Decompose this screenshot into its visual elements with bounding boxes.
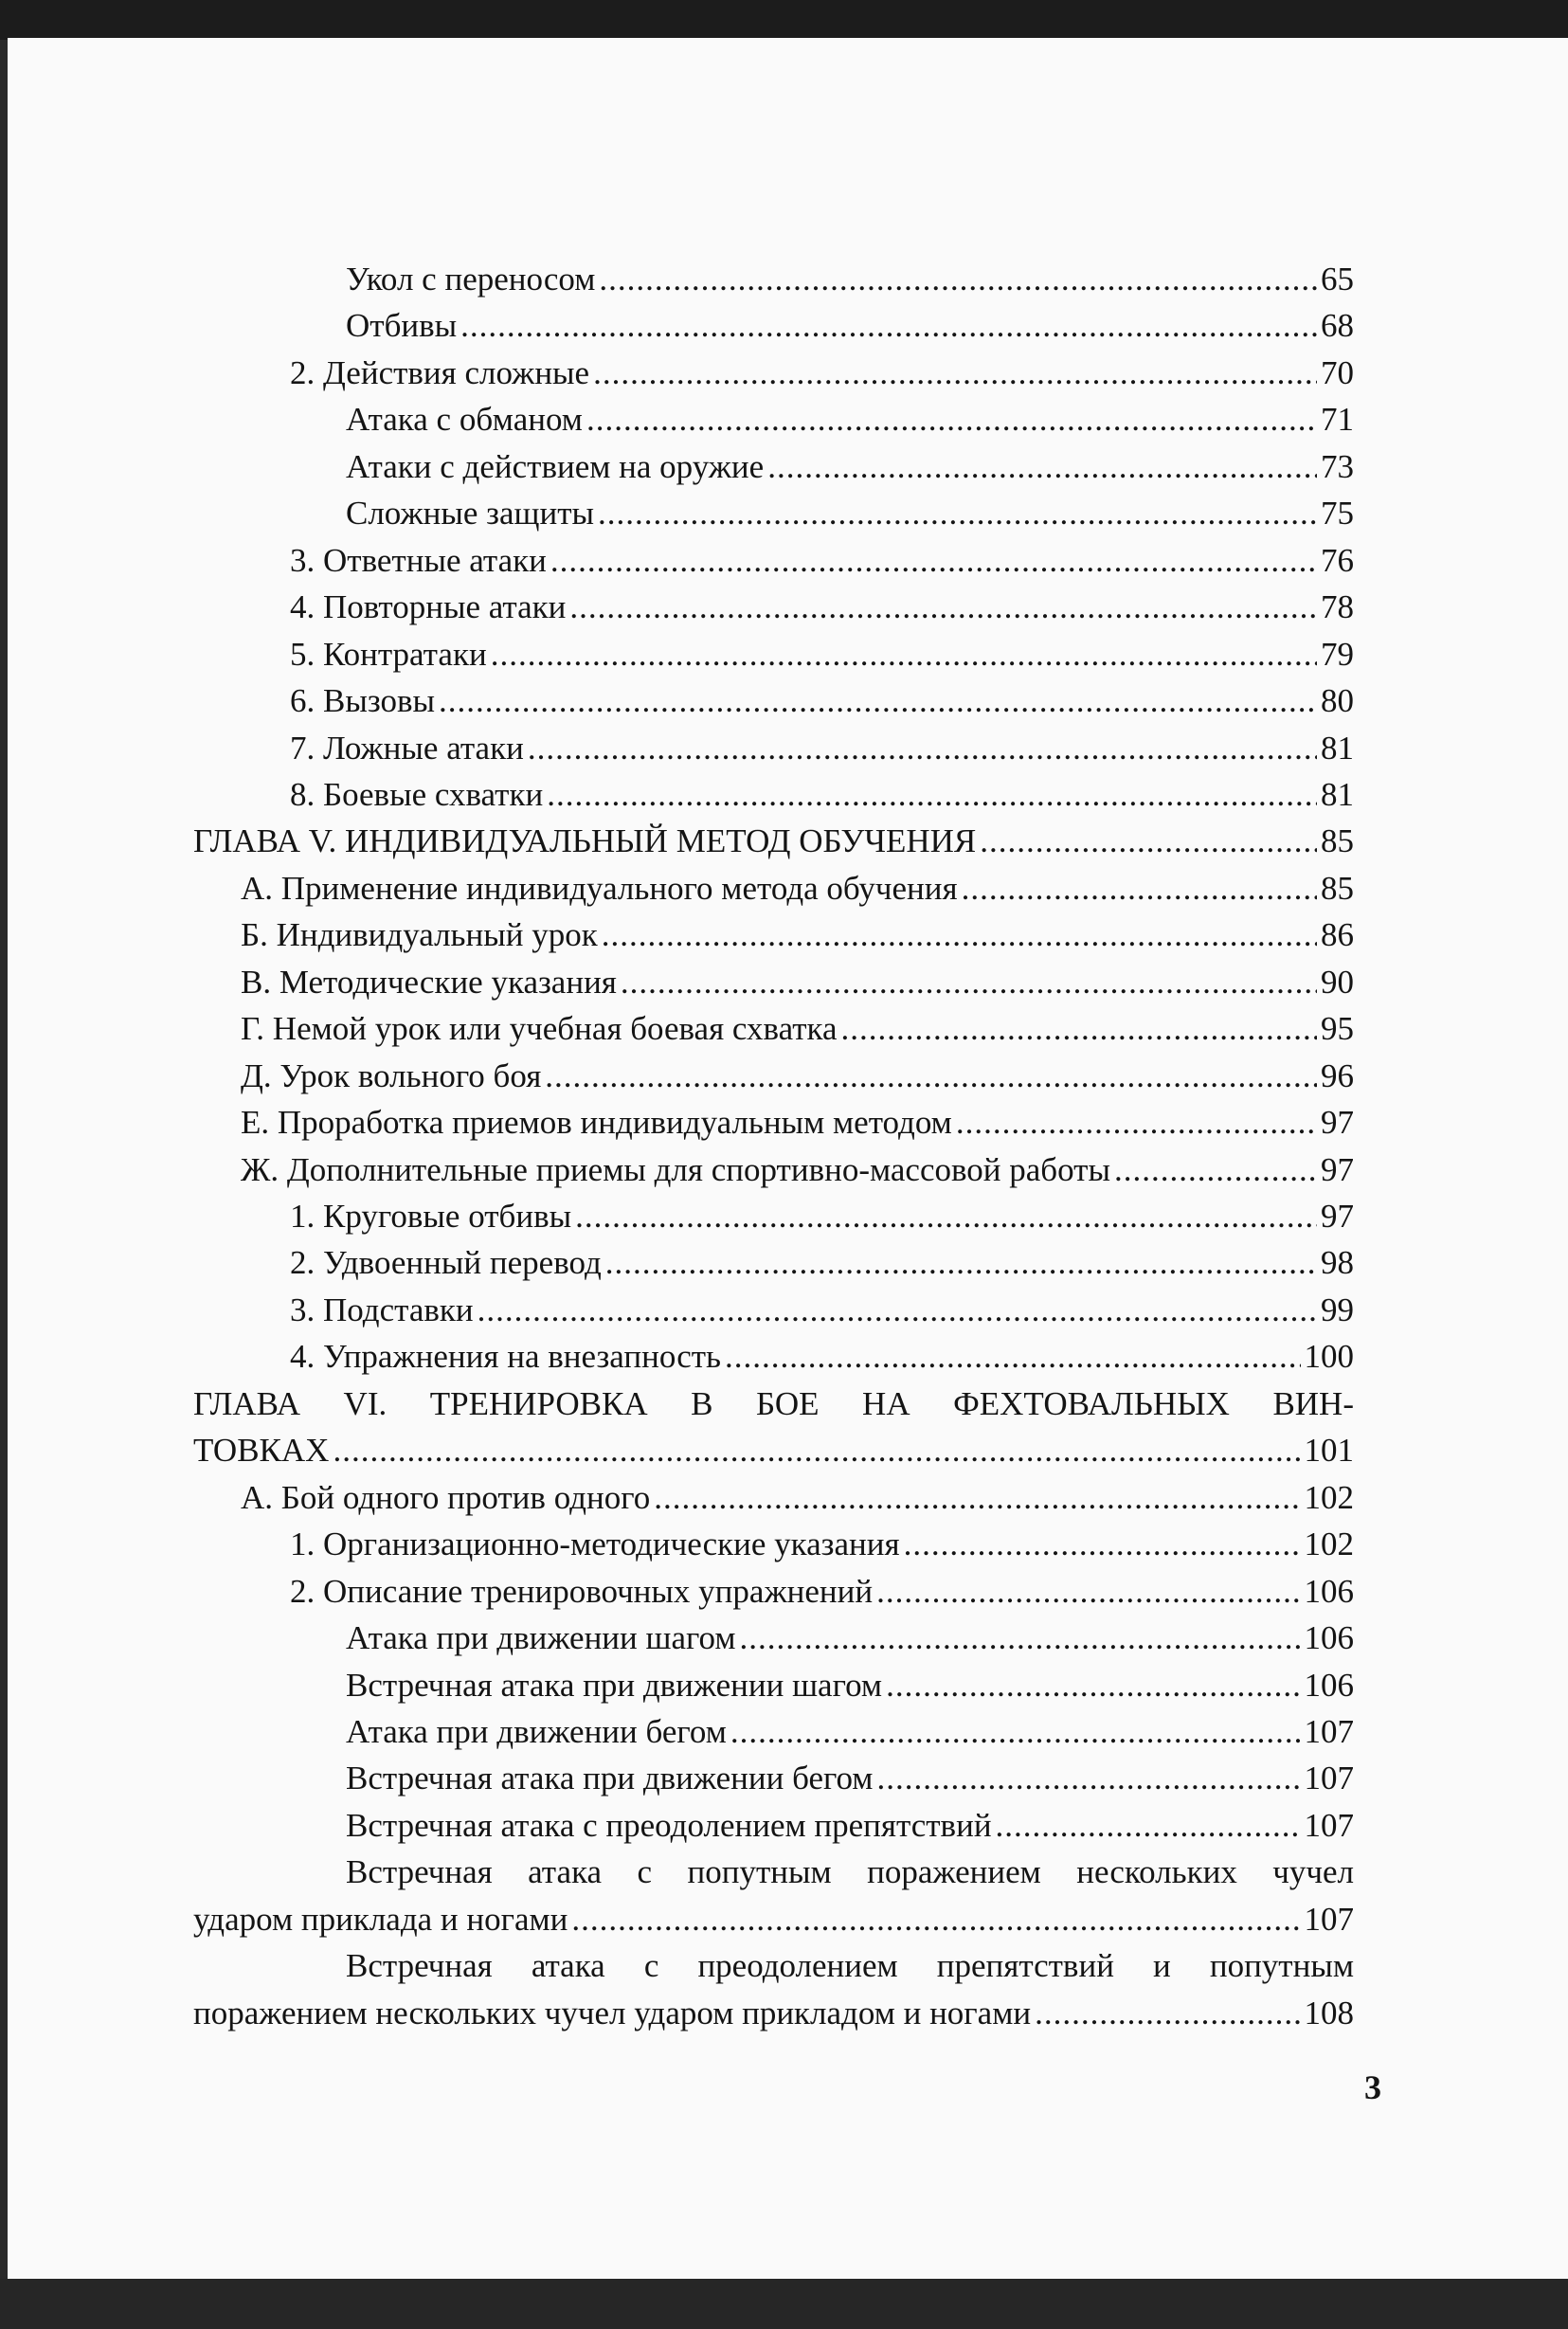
toc-entry-title: ТОВКАХ [193, 1432, 330, 1470]
toc-leader-dots [333, 1427, 1300, 1474]
toc-row [8, 1146, 1568, 1194]
toc-leader-dots [478, 1287, 1317, 1334]
toc-row [8, 396, 1568, 443]
page-number: 3 [1364, 2068, 1381, 2106]
toc-entry-title: Встречная атака с попутным поражением нескольких чучел [346, 1853, 1354, 1891]
toc-row [8, 1239, 1568, 1287]
toc-entry-title: Б. Индивидуальный урок [241, 916, 598, 954]
toc-page-number: 71 [1321, 401, 1354, 439]
toc-page-number: 75 [1321, 495, 1354, 533]
toc-row [8, 1615, 1568, 1662]
toc-entry-title: 5. Контратаки [290, 635, 487, 673]
toc-row [8, 912, 1568, 959]
toc-row [8, 1849, 1568, 1896]
toc-page-number: 78 [1321, 588, 1354, 626]
toc-entry-title: Атака при движении бегом [346, 1712, 727, 1750]
toc-page-number: 95 [1321, 1010, 1354, 1048]
toc-row [8, 1896, 1568, 1943]
toc-page-number: 76 [1321, 541, 1354, 579]
toc-page-number: 107 [1304, 1900, 1354, 1938]
toc-leader-dots [602, 912, 1317, 959]
toc-entry-title: 3. Ответные атаки [290, 541, 547, 579]
toc-entry-title: 1. Круговые отбивы [290, 1198, 572, 1235]
toc-leader-dots [725, 1333, 1301, 1381]
toc-page-number: 108 [1304, 1994, 1354, 2031]
toc-leader-dots [739, 1615, 1300, 1662]
toc-entry-title: Встречная атака при движении шагом [346, 1666, 883, 1704]
toc-leader-dots [547, 771, 1317, 819]
toc-page-number: 85 [1321, 822, 1354, 860]
toc-entry-title: Д. Урок вольного боя [241, 1056, 542, 1094]
toc-row [8, 1802, 1568, 1850]
toc-page-number: 65 [1321, 261, 1354, 298]
toc-row [8, 1662, 1568, 1709]
toc-entry-title: В. Методические указания [241, 963, 617, 1001]
toc-row [8, 1427, 1568, 1474]
toc-row [8, 1381, 1568, 1428]
toc-page-number: 100 [1304, 1338, 1354, 1376]
toc-page-number: 101 [1304, 1432, 1354, 1470]
toc-row [8, 818, 1568, 865]
toc-row [8, 350, 1568, 397]
toc-leader-dots [545, 1053, 1317, 1100]
toc-leader-dots [605, 1239, 1317, 1287]
toc-page-number: 97 [1321, 1150, 1354, 1188]
toc-row [8, 1099, 1568, 1146]
toc-row [8, 631, 1568, 678]
toc-entry-title: ударом приклада и ногами [193, 1900, 568, 1938]
toc-leader-dots [571, 1896, 1300, 1943]
toc-leader-dots [491, 631, 1317, 678]
toc-page-number: 79 [1321, 635, 1354, 673]
toc-entry-title: 8. Боевые схватки [290, 775, 544, 813]
toc-entry-title: Встречная атака с преодолением препятствий [346, 1806, 992, 1844]
toc-row [8, 256, 1568, 303]
toc-page-number: 68 [1321, 307, 1354, 345]
toc-leader-dots [886, 1662, 1300, 1709]
toc-leader-dots [1035, 1990, 1300, 2037]
toc-entry-title: ГЛАВА VI. ТРЕНИРОВКА В БОЕ НА ФЕХТОВАЛЬНЫХ ВИН- [193, 1384, 1354, 1422]
toc-page-number: 90 [1321, 963, 1354, 1001]
toc-row [8, 677, 1568, 725]
toc-leader-dots [996, 1802, 1301, 1850]
toc-row [8, 959, 1568, 1006]
toc-leader-dots [841, 1005, 1317, 1053]
toc-row [8, 1333, 1568, 1381]
book-page [8, 38, 1568, 2282]
toc-leader-dots [599, 256, 1317, 303]
toc-row [8, 490, 1568, 537]
toc-row [8, 771, 1568, 819]
toc-leader-dots [569, 584, 1317, 631]
toc-leader-dots [439, 677, 1317, 725]
toc-page-number: 106 [1304, 1572, 1354, 1610]
toc-entry-title: 2. Действия сложные [290, 353, 590, 391]
toc-entry-title: ГЛАВА V. ИНДИВИДУАЛЬНЫЙ МЕТОД ОБУЧЕНИЯ [193, 822, 977, 860]
toc-row [8, 1287, 1568, 1334]
toc-page-number: 107 [1304, 1712, 1354, 1750]
toc-leader-dots [575, 1193, 1317, 1240]
toc-row [8, 443, 1568, 491]
toc-entry-title: Встречная атака с преодолением препятствий и попутным [346, 1947, 1354, 1985]
toc-page-number: 102 [1304, 1526, 1354, 1563]
toc-leader-dots [980, 818, 1317, 865]
toc-entry-title: Е. Проработка приемов индивидуальным методом [241, 1104, 952, 1142]
toc-entry-title: 4. Упражнения на внезапность [290, 1338, 721, 1376]
toc-row [8, 584, 1568, 631]
toc-row [8, 1053, 1568, 1100]
toc-entry-title: 6. Вызовы [290, 682, 436, 720]
toc-entry-title: А. Бой одного против одного [241, 1478, 651, 1516]
scan-top-edge [0, 0, 1568, 40]
toc-entry-title: 2. Удвоенный перевод [290, 1244, 602, 1282]
toc-entry-title: Отбивы [346, 307, 458, 345]
toc-page-number: 70 [1321, 353, 1354, 391]
toc-entry-title: 1. Организационно-методические указания [290, 1526, 900, 1563]
toc-row [8, 537, 1568, 585]
toc-leader-dots [730, 1708, 1301, 1756]
toc-leader-dots [621, 959, 1317, 1006]
toc-row [8, 1708, 1568, 1756]
toc-entry-title: 7. Ложные атаки [290, 729, 524, 767]
toc-page-number: 98 [1321, 1244, 1354, 1282]
toc-entry-title: Встречная атака при движении бегом [346, 1760, 874, 1797]
table-of-contents [8, 38, 1568, 2282]
toc-page-number: 106 [1304, 1666, 1354, 1704]
toc-page-number: 81 [1321, 729, 1354, 767]
toc-entry-title: 4. Повторные атаки [290, 588, 567, 626]
toc-entry-title: Атака при движении шагом [346, 1619, 736, 1657]
toc-leader-dots [767, 443, 1317, 491]
toc-page-number: 106 [1304, 1619, 1354, 1657]
toc-page-number: 73 [1321, 447, 1354, 485]
scan-bottom-edge [0, 2279, 1568, 2329]
toc-page-number: 107 [1304, 1806, 1354, 1844]
toc-row [8, 1990, 1568, 2037]
toc-entry-title: Г. Немой урок или учебная боевая схватка [241, 1010, 838, 1048]
toc-leader-dots [1114, 1146, 1317, 1194]
toc-row [8, 725, 1568, 772]
toc-entry-title: 2. Описание тренировочных упражнений [290, 1572, 874, 1610]
toc-leader-dots [876, 1755, 1300, 1802]
toc-page-number: 81 [1321, 775, 1354, 813]
toc-row [8, 1755, 1568, 1802]
toc-page-number: 107 [1304, 1760, 1354, 1797]
toc-leader-dots [528, 725, 1317, 772]
toc-entry-title: А. Применение индивидуального метода обучения [241, 869, 958, 907]
toc-leader-dots [962, 865, 1317, 912]
toc-leader-dots [550, 537, 1317, 585]
toc-row [8, 1568, 1568, 1616]
toc-entry-title: Атака с обманом [346, 401, 583, 439]
toc-row [8, 1942, 1568, 1990]
toc-entry-title: Укол с переносом [346, 261, 596, 298]
toc-entry-title: 3. Подставки [290, 1291, 474, 1328]
toc-page-number: 96 [1321, 1056, 1354, 1094]
toc-leader-dots [598, 490, 1317, 537]
toc-leader-dots [460, 302, 1317, 350]
toc-entry-title: поражением нескольких чучел ударом прикладом и ногами [193, 1994, 1032, 2031]
toc-leader-dots [654, 1474, 1300, 1522]
toc-leader-dots [904, 1521, 1301, 1568]
toc-entry-title: Атаки с действием на оружие [346, 447, 765, 485]
toc-page-number: 97 [1321, 1198, 1354, 1235]
toc-entry-title: Сложные защиты [346, 495, 595, 533]
toc-leader-dots [586, 396, 1317, 443]
toc-row [8, 302, 1568, 350]
toc-page-number: 80 [1321, 682, 1354, 720]
toc-page-number: 86 [1321, 916, 1354, 954]
toc-row [8, 865, 1568, 912]
toc-row [8, 1521, 1568, 1568]
toc-row [8, 1474, 1568, 1522]
toc-page-number: 85 [1321, 869, 1354, 907]
toc-row [8, 1005, 1568, 1053]
toc-row [8, 1193, 1568, 1240]
toc-leader-dots [593, 350, 1317, 397]
toc-page-number: 97 [1321, 1104, 1354, 1142]
toc-leader-dots [956, 1099, 1317, 1146]
toc-page-number: 102 [1304, 1478, 1354, 1516]
toc-entry-title: Ж. Дополнительные приемы для спортивно-массовой работы [241, 1150, 1110, 1188]
toc-leader-dots [876, 1568, 1300, 1616]
toc-page-number: 99 [1321, 1291, 1354, 1328]
